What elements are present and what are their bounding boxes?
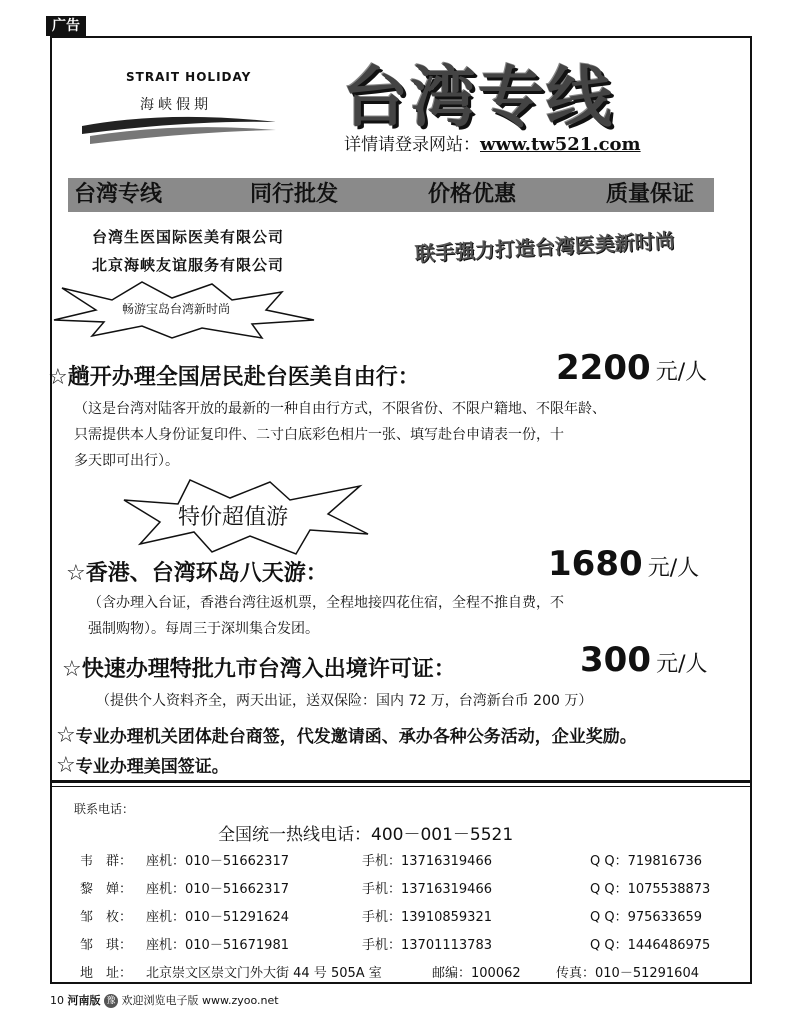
contact-mobile: 手机：13910859321 xyxy=(362,910,492,925)
offer-description xyxy=(96,688,736,714)
description-line: 强制购物）。每周三于深圳集合发团。 xyxy=(88,621,319,637)
star-icon: ☆ xyxy=(62,657,82,682)
page-footer xyxy=(50,992,279,1008)
address: 北京崇文区崇文门外大街 44 号 505A 室 xyxy=(146,966,382,981)
website-link[interactable]: www.tw521.com xyxy=(480,134,641,155)
website-line xyxy=(344,130,641,155)
offer-name: 趟开办理全国居民赴台医美自由行： xyxy=(67,365,420,390)
website-label: 详情请登录网站： xyxy=(344,135,480,155)
contact-qq: Q Q：719816736 xyxy=(590,854,703,869)
contact-mobile: 手机：13716319466 xyxy=(362,854,492,869)
company-name: 台湾生医国际医美有限公司 xyxy=(92,228,285,246)
logo-wave-icon xyxy=(80,112,280,148)
price-value: 2200 xyxy=(556,348,651,388)
offer-name: 香港、台湾环岛八天游： xyxy=(85,561,328,586)
burst-caption: 畅游宝岛台湾新时尚 xyxy=(122,302,231,316)
price-value: 300 xyxy=(580,640,651,680)
contact-row xyxy=(0,850,800,870)
contact-name: 韦 群： xyxy=(80,854,133,869)
star-icon: ☆ xyxy=(48,365,68,390)
offer-price xyxy=(556,348,707,388)
contact-qq: Q Q：975633659 xyxy=(590,910,703,925)
banner-item: 同行批发 xyxy=(250,182,339,207)
contact-landline: 座机：010－51662317 xyxy=(146,882,289,897)
slogan: 联手强力打造台湾医美新时尚 xyxy=(414,228,676,266)
offer-title xyxy=(66,556,328,587)
address-label: 地 址： xyxy=(80,966,133,981)
logo-chinese: 海峡假期 xyxy=(140,97,212,113)
company-name: 北京海峡友谊服务有限公司 xyxy=(92,256,285,274)
service-text: 专业办理机关团体赴台商签，代发邀请函、承办各种公务活动，企业奖励。 xyxy=(75,727,637,747)
offer-title xyxy=(62,652,456,683)
contact-name: 邹 琪： xyxy=(80,938,133,953)
banner-item: 价格优惠 xyxy=(428,182,517,207)
star-icon: ☆ xyxy=(56,753,76,778)
postcode: 邮编：100062 xyxy=(432,966,521,981)
page-number: 10 xyxy=(50,994,64,1007)
page-title: 台湾专线 xyxy=(342,59,614,136)
contact-label: 联系电话： xyxy=(74,802,135,816)
feature-banner xyxy=(68,178,714,212)
contact-row xyxy=(0,878,800,898)
contact-qq: Q Q：1075538873 xyxy=(590,882,711,897)
service-text: 专业办理美国签证。 xyxy=(75,757,229,777)
price-unit: 元/人 xyxy=(656,652,708,677)
offer-price xyxy=(580,640,708,680)
description-line: （提供个人资料齐全，两天出证，送双保险：国内 72 万，台湾新台币 200 万） xyxy=(96,693,593,709)
hotline: 全国统一热线电话：400－001－5521 xyxy=(218,825,514,845)
banner-item: 台湾专线 xyxy=(74,182,163,207)
contact-mobile: 手机：13716319466 xyxy=(362,882,492,897)
offer-description xyxy=(88,590,738,642)
edition-badge-icon: 豫 xyxy=(104,994,118,1008)
offer-title xyxy=(48,360,420,391)
burst-caption: 特价超值游 xyxy=(178,505,289,530)
service-item xyxy=(56,752,229,778)
logo-english: STRAIT HOLIDAY xyxy=(126,70,252,84)
footer-text: 欢迎浏览电子版 www.zyoo.net xyxy=(121,994,279,1007)
description-line: （含办理入台证，香港台湾往返机票，全程地接四花住宿，全程不推自费，不 xyxy=(88,595,564,611)
ad-tag: 广告 xyxy=(46,16,86,36)
contact-landline: 座机：010－51671981 xyxy=(146,938,289,953)
description-line: （这是台湾对陆客开放的最新的一种自由行方式，不限省份、不限户籍地、不限年龄、 xyxy=(74,401,606,417)
contact-name: 邹 枚： xyxy=(80,910,133,925)
contact-row xyxy=(0,906,800,926)
contact-name: 黎 婵： xyxy=(80,882,133,897)
divider xyxy=(52,780,750,783)
contact-row xyxy=(0,934,800,954)
price-unit: 元/人 xyxy=(655,360,708,385)
offer-name: 快速办理特批九市台湾入出境许可证： xyxy=(81,657,456,682)
contact-mobile: 手机：13701113783 xyxy=(362,938,492,953)
fax: 传真：010－51291604 xyxy=(556,966,699,981)
contact-qq: Q Q：1446486975 xyxy=(590,938,711,953)
offer-description xyxy=(74,396,744,474)
service-item xyxy=(56,722,637,748)
offer-price xyxy=(548,544,699,584)
address-row xyxy=(0,962,800,982)
edition-name: 河南版 xyxy=(67,994,101,1007)
divider xyxy=(52,786,750,787)
contact-landline: 座机：010－51662317 xyxy=(146,854,289,869)
description-line: 多天即可出行）。 xyxy=(74,453,179,469)
price-unit: 元/人 xyxy=(647,556,700,581)
banner-item: 质量保证 xyxy=(606,182,695,207)
price-value: 1680 xyxy=(548,544,643,584)
star-icon: ☆ xyxy=(66,561,86,586)
star-icon: ☆ xyxy=(56,723,76,748)
contact-landline: 座机：010－51291624 xyxy=(146,910,289,925)
description-line: 只需提供本人身份证复印件、二寸白底彩色相片一张、填写赴台申请表一份，十 xyxy=(74,427,564,443)
